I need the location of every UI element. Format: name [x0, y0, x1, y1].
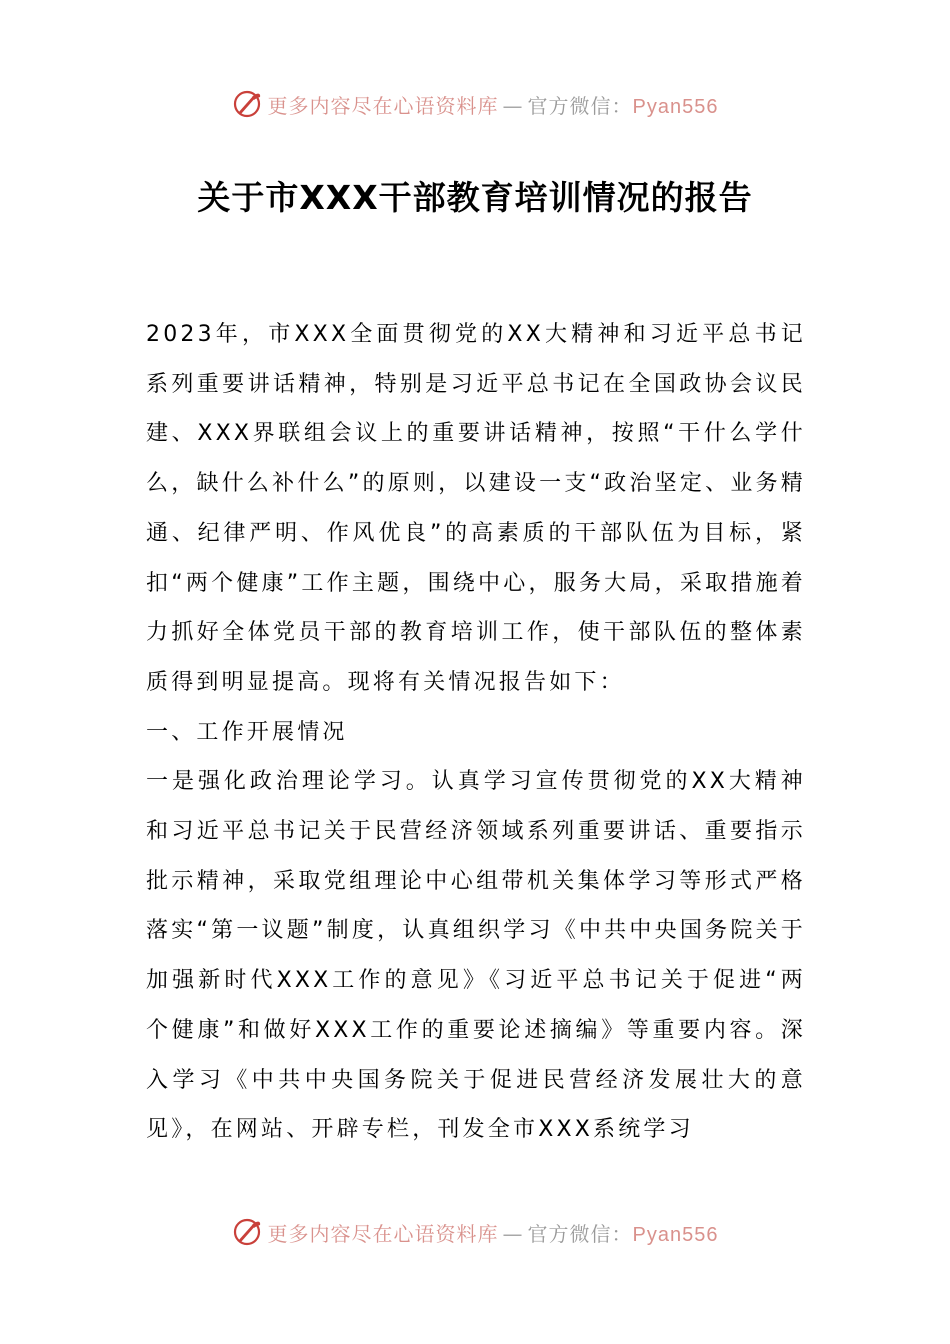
- watermark-site: 更多内容尽在心语资料库: [267, 93, 499, 118]
- watermark-text: [268, 1218, 719, 1247]
- watermark-site: 更多内容尽在心语资料库: [267, 1221, 499, 1246]
- watermark-text: [268, 90, 719, 119]
- document-body: [146, 310, 806, 1155]
- watermark-label: 官方微信：: [527, 1221, 633, 1246]
- watermark-label: 官方微信：: [527, 93, 633, 118]
- watermark-separator: —: [502, 1221, 524, 1246]
- watermark-footer: [0, 1212, 950, 1252]
- quill-pen-circle-icon: [232, 89, 262, 119]
- document-title: 关于市XXX干部教育培训情况的报告: [197, 178, 753, 217]
- section-heading: 一、工作开展情况: [146, 719, 348, 745]
- watermark-wechat-id: Pyan556: [632, 95, 719, 118]
- quill-pen-circle-icon: [232, 1217, 262, 1247]
- paragraph-political-study: 一是强化政治理论学习。认真学习宣传贯彻党的XX大精神和习近平总书记关于民营经济领域系列重要讲话、重要指示批示精神，采取党组理论中心组带机关集体学习等形式严格落实“第一议题”制度，认真组织学习《中共中央国务院关于加强新时代XXX工作的意见》《习近平总书记关于促进“两个健康”和做好XXX工作的重要论述摘编》等重要内容。深入学习《中共中央国务院关于促进民营经济发展壮大的意见》，在网站、开辟专栏，刊发全市XXX系统学习: [146, 769, 806, 1143]
- paragraph-intro: 2023年，市XXX全面贯彻党的XX大精神和习近平总书记系列重要讲话精神，特别是习近平总书记在全国政协会议民建、XXX界联组会议上的重要讲话精神，按照“干什么学什么，缺什么补什么”的原则，以建设一支“政治坚定、业务精通、纪律严明、作风优良”的高素质的干部队伍为目标，紧扣“两个健康”工作主题，围绕中心，服务大局，采取措施着力抓好全体党员干部的教育培训工作，使干部队伍的整体素质得到明显提高。现将有关情况报告如下：: [146, 322, 806, 695]
- watermark-wechat-id: Pyan556: [632, 1223, 719, 1246]
- watermark-header: [0, 84, 950, 124]
- watermark-separator: —: [502, 93, 524, 118]
